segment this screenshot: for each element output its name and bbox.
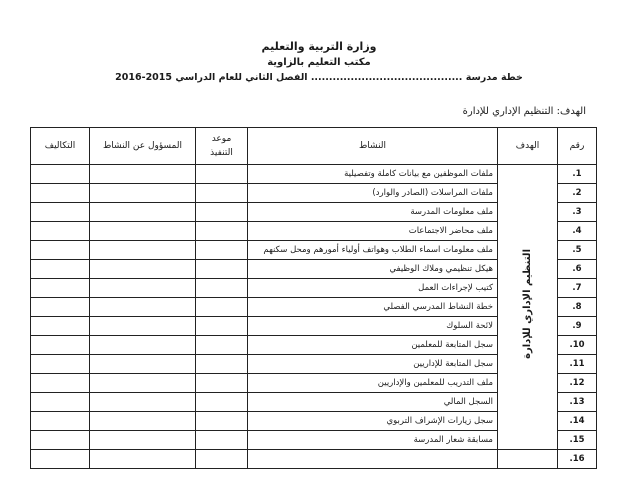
row-activity: ملفات الموظفين مع بيانات كاملة وتفصيلية — [248, 165, 498, 184]
row-cost-cell — [31, 260, 90, 279]
row-cost-cell — [31, 393, 90, 412]
row-number: 9. — [558, 317, 597, 336]
row-activity: سجل المتابعة للمعلمين — [248, 336, 498, 355]
row-cost-cell — [31, 317, 90, 336]
row-activity: ملف التدريب للمعلمين والإداريين — [248, 374, 498, 393]
goal-line: الهدف: التنظيم الإداري للإدارة — [462, 106, 586, 117]
row-number: 2. — [558, 184, 597, 203]
row-cost-cell — [31, 450, 90, 469]
row-cost-cell — [31, 298, 90, 317]
row-cost-cell — [31, 336, 90, 355]
row-activity — [248, 450, 498, 469]
row-number: 10. — [558, 336, 597, 355]
row-responsible-cell — [90, 222, 196, 241]
row-number: 1. — [558, 165, 597, 184]
header-goal: الهدف — [498, 128, 558, 165]
row-date-cell — [196, 260, 248, 279]
row-responsible-cell — [90, 317, 196, 336]
row-activity: هيكل تنظيمي وملاك الوظيفي — [248, 260, 498, 279]
row-number: 11. — [558, 355, 597, 374]
row-number: 6. — [558, 260, 597, 279]
table-row — [31, 450, 597, 469]
row-date-cell — [196, 298, 248, 317]
row-cost-cell — [31, 241, 90, 260]
row-date-cell — [196, 165, 248, 184]
row-number: 5. — [558, 241, 597, 260]
row-number: 3. — [558, 203, 597, 222]
row-responsible-cell — [90, 241, 196, 260]
row-date-cell — [196, 279, 248, 298]
office-title: مكتب التعليم بالزاوية — [267, 57, 371, 68]
row-activity: ملف معلومات اسماء الطلاب وهواتف أولياء أمورهم ومحل سكنهم — [248, 241, 498, 260]
table-header-row — [31, 128, 597, 165]
row-activity: لائحة السلوك — [248, 317, 498, 336]
header-date-line1: موعد — [211, 134, 232, 144]
row-activity: ملفات المراسلات (الصادر والوارد) — [248, 184, 498, 203]
row-date-cell — [196, 374, 248, 393]
activity-table — [30, 127, 597, 469]
row-date-cell — [196, 412, 248, 431]
row-cost-cell — [31, 184, 90, 203]
plan-title: خطة مدرسة .......................................... الفصل الثاني للعام الدراسي 2015-2016 — [115, 72, 523, 83]
header-cost: التكاليف — [31, 128, 90, 165]
row-responsible-cell — [90, 298, 196, 317]
row-activity: مسابقة شعار المدرسة — [248, 431, 498, 450]
row-cost-cell — [31, 431, 90, 450]
row-responsible-cell — [90, 450, 196, 469]
header-responsible: المسؤول عن النشاط — [90, 128, 196, 165]
row-date-cell — [196, 393, 248, 412]
row-number: 15. — [558, 431, 597, 450]
header-date-line2: التنفيذ — [210, 148, 233, 158]
row-activity: السجل المالي — [248, 393, 498, 412]
row-date-cell — [196, 184, 248, 203]
row-date-cell — [196, 336, 248, 355]
row-number: 13. — [558, 393, 597, 412]
row-responsible-cell — [90, 393, 196, 412]
row-activity: ملف محاضر الاجتماعات — [248, 222, 498, 241]
row-cost-cell — [31, 203, 90, 222]
row-cost-cell — [31, 355, 90, 374]
row-responsible-cell — [90, 279, 196, 298]
row-responsible-cell — [90, 184, 196, 203]
row-number: 12. — [558, 374, 597, 393]
row-number: 7. — [558, 279, 597, 298]
row-activity: ملف معلومات المدرسة — [248, 203, 498, 222]
row-date-cell — [196, 355, 248, 374]
row-responsible-cell — [90, 260, 196, 279]
row-responsible-cell — [90, 431, 196, 450]
table-row — [31, 165, 597, 184]
row-date-cell — [196, 241, 248, 260]
goal-cell-empty — [498, 450, 558, 469]
row-activity: سجل زيارات الإشراف التربوي — [248, 412, 498, 431]
goal-cell — [498, 165, 558, 450]
row-date-cell — [196, 450, 248, 469]
row-date-cell — [196, 203, 248, 222]
row-cost-cell — [31, 412, 90, 431]
row-cost-cell — [31, 279, 90, 298]
ministry-title: وزارة التربية والتعليم — [261, 40, 377, 53]
row-cost-cell — [31, 374, 90, 393]
row-date-cell — [196, 222, 248, 241]
row-activity: سجل المتابعة للإداريين — [248, 355, 498, 374]
row-number: 16. — [558, 450, 597, 469]
header-date — [196, 128, 248, 165]
row-number: 14. — [558, 412, 597, 431]
row-cost-cell — [31, 165, 90, 184]
row-responsible-cell — [90, 355, 196, 374]
row-number: 8. — [558, 298, 597, 317]
row-responsible-cell — [90, 412, 196, 431]
row-number: 4. — [558, 222, 597, 241]
row-responsible-cell — [90, 374, 196, 393]
row-activity: كتيب لإجراءات العمل — [248, 279, 498, 298]
row-responsible-cell — [90, 336, 196, 355]
row-responsible-cell — [90, 203, 196, 222]
header-number: رقم — [558, 128, 597, 165]
goal-cell-text: التنظيم الإداري للإدارة — [521, 248, 533, 359]
row-date-cell — [196, 317, 248, 336]
row-responsible-cell — [90, 165, 196, 184]
header-activity: النشاط — [248, 128, 498, 165]
row-cost-cell — [31, 222, 90, 241]
row-activity: خطة النشاط المدرسي الفصلي — [248, 298, 498, 317]
row-date-cell — [196, 431, 248, 450]
